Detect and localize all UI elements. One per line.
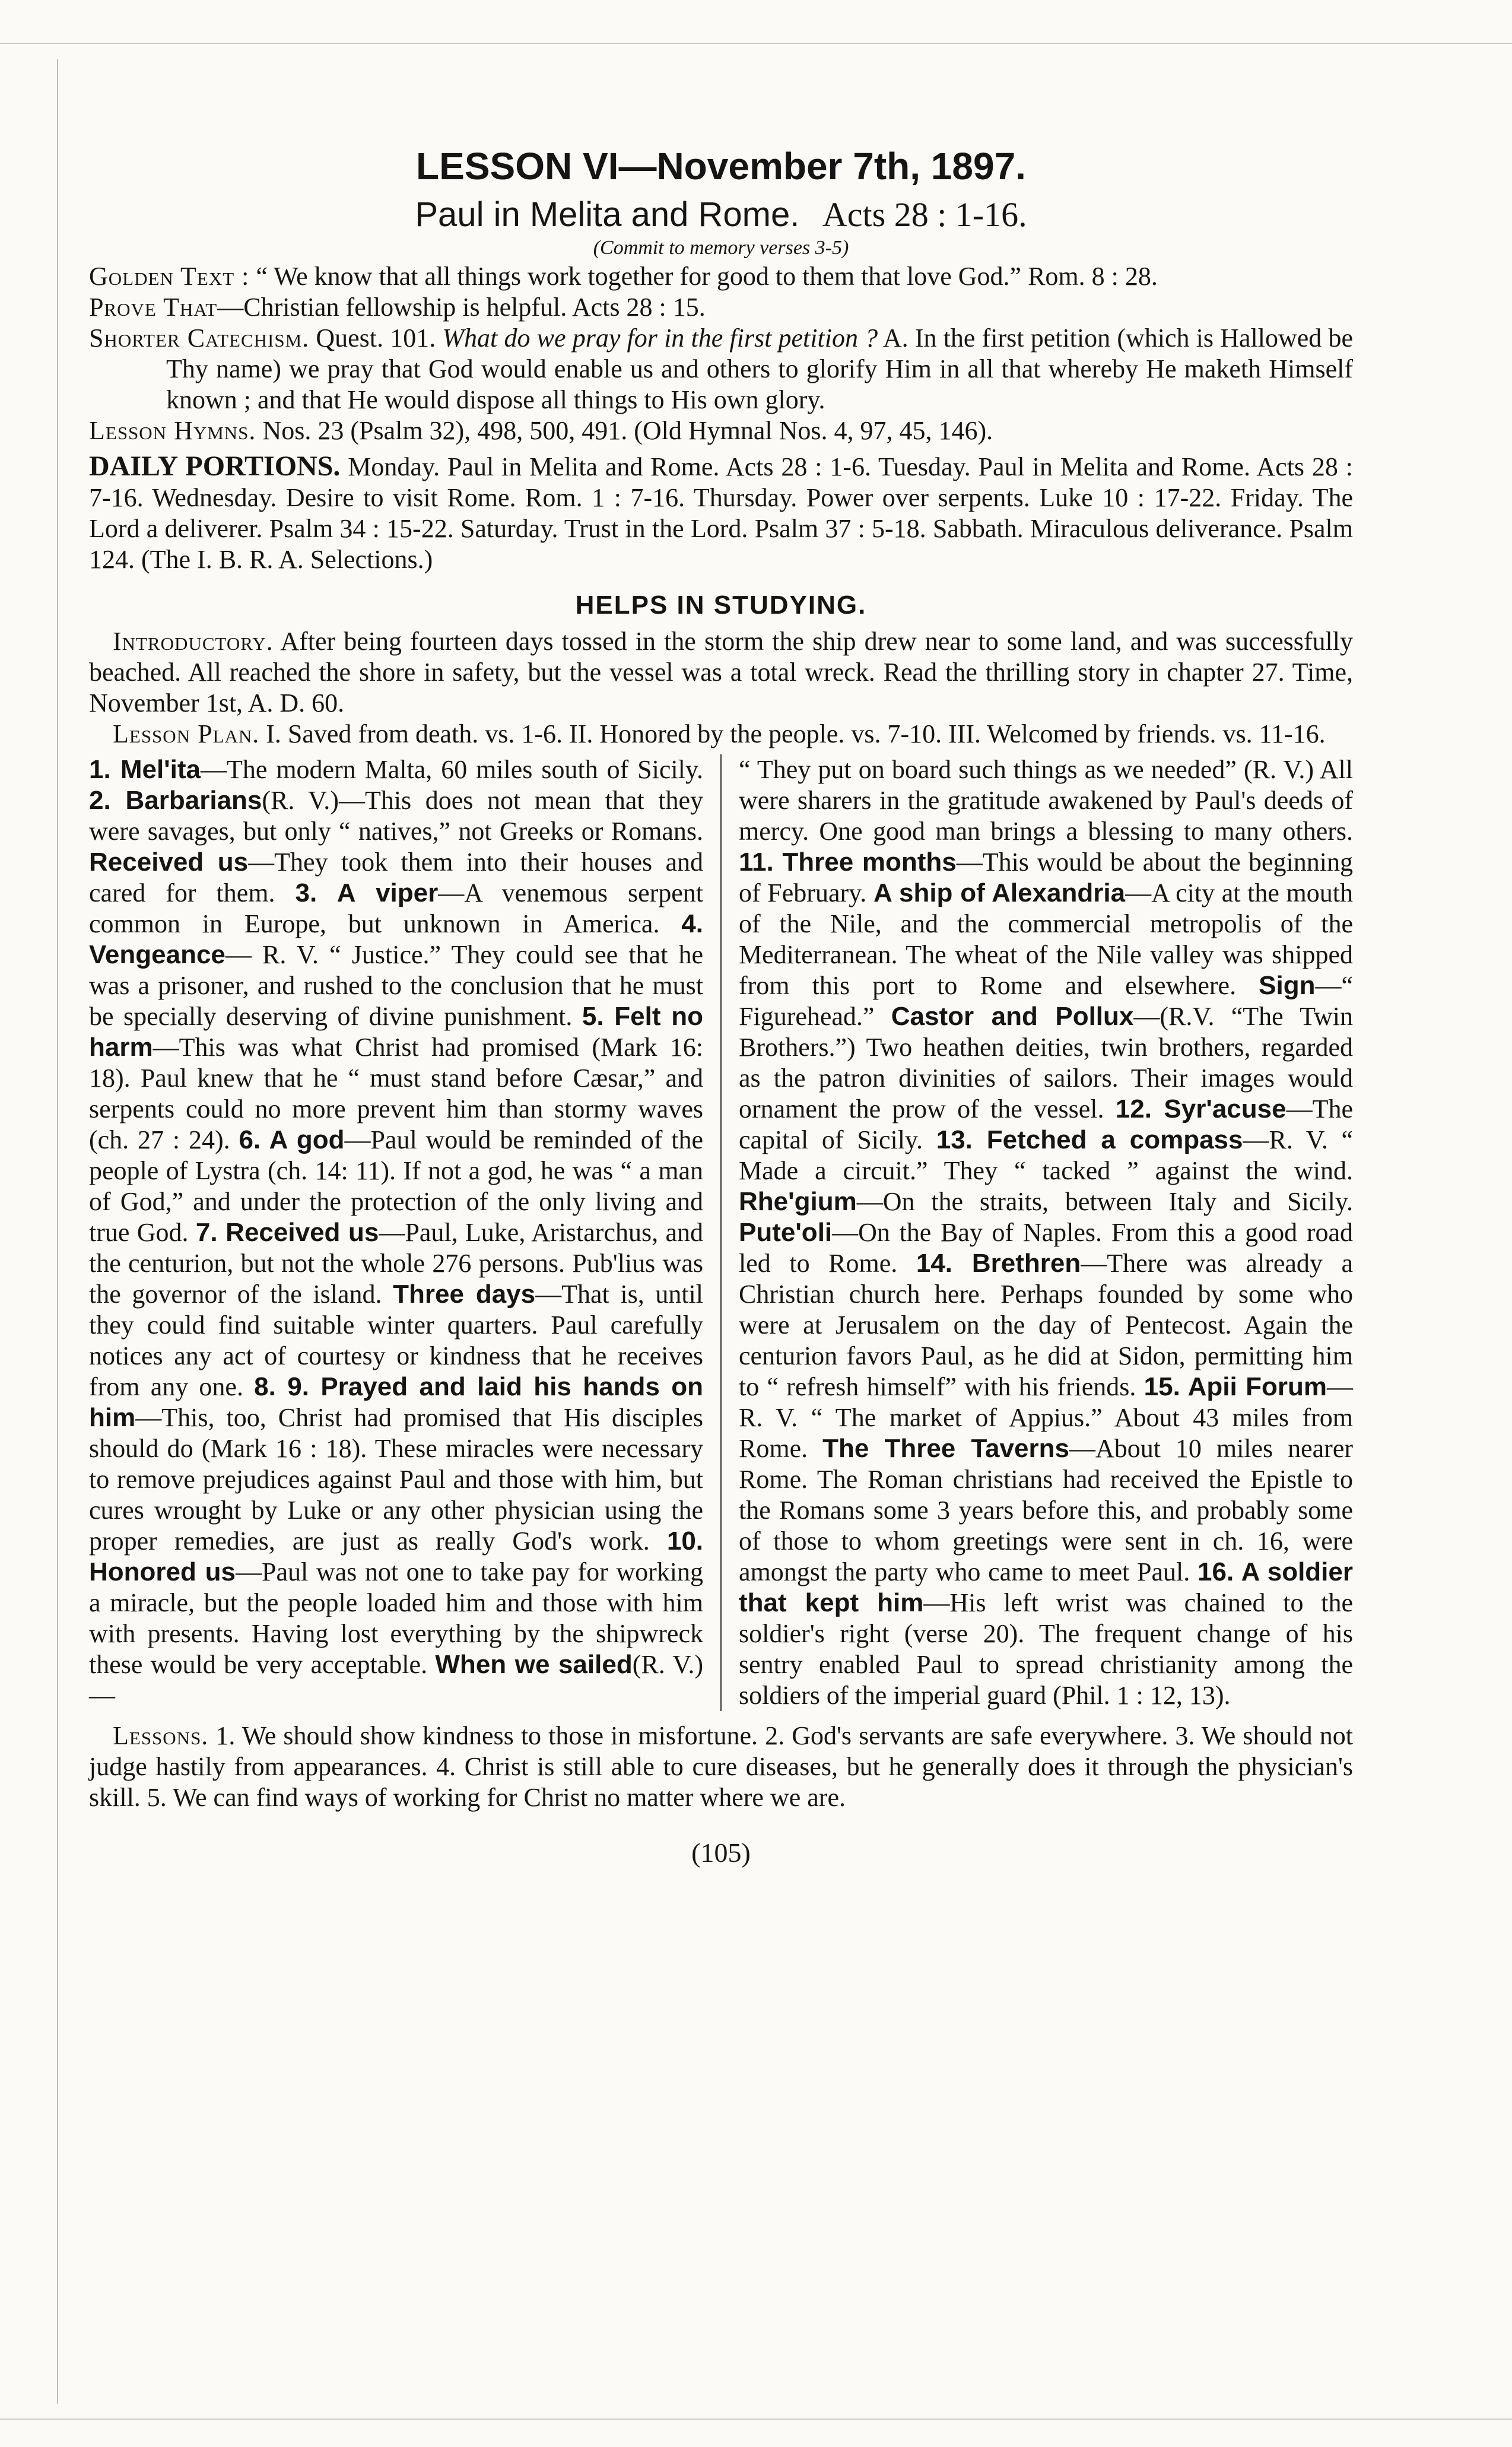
note-keyword: 4. Vengeance xyxy=(89,909,703,969)
bottom-edge-rule xyxy=(0,2419,1512,2420)
note-text: (R. V.) — xyxy=(89,1650,703,1710)
note-keyword: 6. A god xyxy=(239,1125,345,1154)
note-keyword: 11. Three months xyxy=(739,848,957,877)
lesson-plan xyxy=(89,719,1353,750)
golden-text xyxy=(89,261,1353,292)
golden-text-body: “ We know that all things work together for good to them that love God.” Rom. 8 : 28. xyxy=(256,262,1158,291)
column-divider xyxy=(720,754,722,1711)
hymns-body: Nos. 23 (Psalm 32), 498, 500, 491. (Old Hymnal Nos. 4, 97, 45, 146). xyxy=(262,416,993,445)
catechism-question-number: Quest. 101. xyxy=(316,323,436,353)
note-keyword: 3. A viper xyxy=(295,878,439,907)
note-text: —Paul was not one to take pay for working a miracle, but the people loaded him and those with him with presents. Having lost everything by the shipwreck these would be very acceptable. xyxy=(89,1557,704,1679)
note-keyword: 8. 9. Prayed and laid his hands on him xyxy=(89,1372,704,1432)
note-keyword: Three days xyxy=(393,1280,536,1309)
commit-note: (Commit to memory verses 3-5) xyxy=(593,237,849,259)
lesson-plan-label: Lesson Plan. xyxy=(113,719,260,748)
left-column xyxy=(89,754,703,1711)
golden-text-label: Golden Text : xyxy=(89,262,250,291)
hymns-label: Lesson Hymns. xyxy=(89,416,256,445)
note-text: (R. V.)—This does not mean that they were savages, but only “ natives,” not Greeks or Romans. xyxy=(89,786,703,846)
prove-that-label: Prove That xyxy=(89,293,218,322)
note-text: —R. V. “ The market of Appius.” About 43 miles from Rome. xyxy=(739,1372,1354,1463)
introductory-body: After being fourteen days tossed in the storm the ship drew near to some land, and was successfully beached. All reached the shore in safety, but the vessel was a total wreck. Read the thrilling story in chapter 27. Time, November 1st, A. D. 60. xyxy=(89,627,1354,718)
note-text: —Paul, Luke, Aristarchus, and the centurion, but not the whole 276 persons. Pub'lius was the governor of the island. xyxy=(89,1218,703,1309)
note-text: “ They put on board such things as we needed” (R. V.) All were sharers in the gratitude awakened by Paul's deeds of mercy. One good man brings a blessing to many others. xyxy=(739,755,1353,846)
note-keyword: 1. Mel'ita xyxy=(89,755,201,784)
notes-columns xyxy=(89,754,1353,1711)
catechism-label: Shorter Catechism. xyxy=(89,323,310,353)
note-text: —About 10 miles nearer Rome. The Roman christians had received the Epistle to the Romans some 3 years before this, and probably some of those to whom greetings were sent in ch. 16, were amongst the party who came to meet Paul. xyxy=(739,1434,1354,1586)
daily-portions xyxy=(89,451,1353,575)
note-text: —The modern Malta, 60 miles south of Sicily. xyxy=(201,755,703,784)
lesson-plan-body: I. Saved from death. vs. 1-6. II. Honored by the people. vs. 7-10. III. Welcomed by friends. vs. 11-16. xyxy=(266,719,1326,748)
note-keyword: Rhe'gium xyxy=(739,1187,857,1216)
note-text: —A venemous serpent common in Europe, but unknown in America. xyxy=(89,878,704,938)
note-keyword: A ship of Alexandria xyxy=(873,878,1126,907)
lessons-label: Lessons. xyxy=(113,1721,209,1750)
shorter-catechism xyxy=(89,323,1353,415)
note-text: —On the straits, between Italy and Sicily. xyxy=(856,1187,1353,1216)
lesson-subtitle xyxy=(89,195,1353,235)
catechism-answer: A. In the first petition (which is Hallowed be Thy name) we pray that God would enable us and others to glorify Him in all that whereby He maketh Himself known ; and that He would dispose all things to His own glory. xyxy=(166,323,1353,414)
note-text: —This, too, Christ had promised that His disciples should do (Mark 16 : 18). These miracles were necessary to remove prejudices against Paul and those with him, but cures wrought by Luke or any other physician using the proper remedies, are just as really God's work. xyxy=(89,1403,703,1556)
note-keyword: 14. Brethren xyxy=(916,1249,1081,1278)
helps-heading: HELPS IN STUDYING. xyxy=(575,591,867,620)
note-keyword: 7. Received us xyxy=(195,1218,379,1247)
note-keyword: 2. Barbarians xyxy=(89,786,262,815)
page-content xyxy=(89,142,1353,1868)
note-text: —R. V. “ Made a circuit.” They “ tacked ” against the wind. xyxy=(739,1125,1354,1185)
note-keyword: Received us xyxy=(89,848,249,877)
note-keyword: Castor and Pollux xyxy=(891,1002,1134,1031)
catechism-question: What do we pray for in the first petition ? xyxy=(442,323,878,353)
note-keyword: Pute'oli xyxy=(739,1218,833,1247)
note-keyword: 5. Felt no harm xyxy=(89,1002,703,1062)
note-text: —There was already a Christian church here. Perhaps founded by some who were at Jerusalem on the day of Pentecost. Again the centurion favors Paul, as he did at Sidon, permitting him to “ refresh himself” with his friends. xyxy=(739,1249,1353,1401)
note-text: —They took them into their houses and cared for them. xyxy=(89,848,703,907)
note-text: —(R.V. “The Twin Brothers.”) Two heathen deities, twin brothers, regarded as the patron divinities of sailors. Their images would ornament the prow of the vessel. xyxy=(739,1002,1353,1123)
note-text: —This was what Christ had promised (Mark 16: 18). Paul knew that he “ must stand before Cæsar,” and serpents could no more prevent him than stormy waves (ch. 27 : 24). xyxy=(89,1033,703,1154)
left-margin-rule xyxy=(57,59,58,2404)
note-keyword: 13. Fetched a compass xyxy=(936,1125,1243,1154)
daily-portions-label: DAILY PORTIONS. xyxy=(89,450,341,482)
note-text: —This would be about the beginning of February. xyxy=(739,848,1353,907)
introductory-label: Introductory. xyxy=(113,627,274,656)
prove-that xyxy=(89,292,1353,323)
note-text: — R. V. “ Justice.” They could see that he was a prisoner, and rushed to the conclusion that he must be specially deserving of divine punishment. xyxy=(89,940,703,1031)
lesson-title: LESSON VI—November 7th, 1897. xyxy=(416,145,1026,188)
note-text: —On the Bay of Naples. From this a good road led to Rome. xyxy=(739,1218,1353,1278)
top-edge-rule xyxy=(0,43,1512,44)
subtitle-reference: Acts 28 : 1-16. xyxy=(822,195,1027,234)
daily-portions-body: Monday. Paul in Melita and Rome. Acts 28 : 1-6. Tuesday. Paul in Melita and Rome. Acts 28 : 7-16. Wednesday. Desire to visit Rome. Rom. 1 : 7-16. Thursday. Power over serpents. Luke 10 : 17-22. Friday. The Lord a deliverer. Psalm 34 : 15-22. Saturday. Trust in the Lord. Psalm 37 : 5-18. Sabbath. Miraculous deliverance. Psalm 124. (The I. B. R. A. Selections.) xyxy=(89,452,1354,574)
note-keyword: 16. A soldier that kept him xyxy=(739,1557,1353,1617)
lessons-body: 1. We should show kindness to those in misfortune. 2. God's servants are safe everywhere. 3. We should not judge hastily from appearances. 4. Christ is still able to cure diseases, but he generally does it through the physician's skill. 5. We can find ways of working for Christ no matter where we are. xyxy=(89,1721,1353,1812)
introductory xyxy=(89,626,1353,719)
prove-that-body: —Christian fellowship is helpful. Acts 28 : 15. xyxy=(217,293,706,322)
note-text: —Paul would be reminded of the people of Lystra (ch. 14: 11). If not a god, he was “ a man of God,” and under the protection of the only living and true God. xyxy=(89,1125,704,1247)
note-keyword: The Three Taverns xyxy=(822,1434,1069,1463)
note-text: —“ Figurehead.” xyxy=(739,971,1353,1031)
note-keyword: Sign xyxy=(1259,971,1316,1000)
note-text: —His left wrist was chained to the soldier's right (verse 20). The frequent change of his sentry enabled Paul to spread christianity among the soldiers of the imperial guard (Phil. 1 : 12, 13). xyxy=(739,1588,1353,1710)
right-column xyxy=(739,754,1353,1711)
note-keyword: 10. Honored us xyxy=(89,1526,704,1586)
note-text: —The capital of Sicily. xyxy=(739,1094,1353,1154)
lesson-hymns xyxy=(89,415,1353,446)
page-number: (105) xyxy=(691,1837,751,1868)
note-keyword: 12. Syr'acuse xyxy=(1115,1094,1287,1123)
lessons xyxy=(89,1721,1353,1813)
note-keyword: 15. Apii Forum xyxy=(1143,1372,1327,1401)
subtitle-text: Paul in Melita and Rome. xyxy=(415,195,800,234)
note-text: —That is, until they could find suitable winter quarters. Paul carefully notices any act of courtesy or kindness that he receives from any one. xyxy=(89,1280,703,1401)
note-text: —A city at the mouth of the Nile, and the commercial metropolis of the Mediterranean. The wheat of the Nile valley was shipped from this port to Rome and elsewhere. xyxy=(739,878,1353,1000)
note-keyword: When we sailed xyxy=(435,1650,633,1679)
